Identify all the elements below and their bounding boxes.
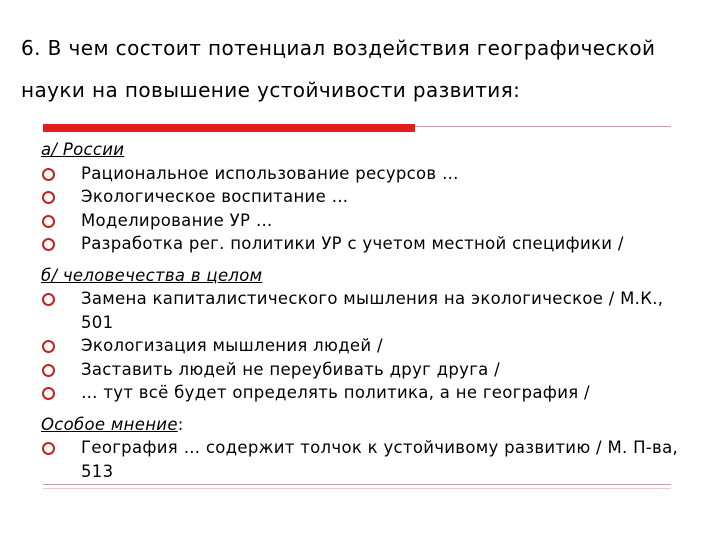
list-item — [41, 232, 681, 256]
slide-content — [41, 138, 681, 491]
section-heading: Особое мнение — [41, 414, 178, 434]
list-item-text: … тут всё будет определять политика, а не география / — [81, 383, 590, 402]
title-underline-rule — [415, 126, 671, 127]
list-item — [41, 381, 681, 405]
section-heading-colon: : — [177, 414, 184, 434]
list-item-text: Рациональное использование ресурсов … — [81, 163, 459, 183]
list-item — [41, 209, 681, 233]
list-item — [41, 334, 681, 358]
list-item-text: Замена капиталистического мышления на экологическое / М.К., 501 — [81, 289, 664, 332]
list-item-text: География … содержит толчок к устойчивому развитию / М. П-ва, 513 — [81, 438, 679, 481]
title-underline-accent — [43, 124, 415, 132]
slide-title — [21, 27, 701, 111]
section-heading: а/ России — [41, 140, 125, 159]
bottom-rule-secondary — [43, 488, 671, 489]
list-item-text: Экологическое воспитание … — [81, 187, 349, 206]
list-item-text: Моделирование УР … — [81, 210, 273, 230]
bottom-rule — [43, 484, 671, 485]
circle-bullet-icon — [42, 215, 55, 228]
list-item — [41, 185, 681, 209]
circle-bullet-icon — [42, 168, 55, 181]
circle-bullet-icon — [42, 340, 55, 353]
circle-bullet-icon — [42, 364, 55, 377]
circle-bullet-icon — [42, 238, 55, 251]
circle-bullet-icon — [42, 387, 55, 400]
section-heading: б/ человечества в целом — [41, 265, 263, 285]
title-line-2: науки на повышение устойчивости развития: — [21, 78, 521, 102]
list-item — [41, 162, 681, 186]
section-humanity — [41, 264, 681, 405]
title-line-1: 6. В чем состоит потенциал воздействия географической — [21, 36, 656, 60]
section-special-opinion — [41, 413, 681, 484]
section-heading-line — [41, 415, 184, 434]
list-item — [41, 358, 681, 382]
list-item-text: Заставить людей не переубивать друг друга / — [81, 359, 500, 379]
section-russia — [41, 138, 681, 256]
circle-bullet-icon — [42, 293, 55, 306]
list-item — [41, 287, 681, 334]
list-item-text: Экологизация мышления людей / — [81, 336, 383, 355]
circle-bullet-icon — [42, 442, 55, 455]
list-item — [41, 436, 681, 483]
circle-bullet-icon — [42, 191, 55, 204]
list-item-text: Разработка рег. политики УР с учетом местной специфики / — [81, 234, 624, 253]
